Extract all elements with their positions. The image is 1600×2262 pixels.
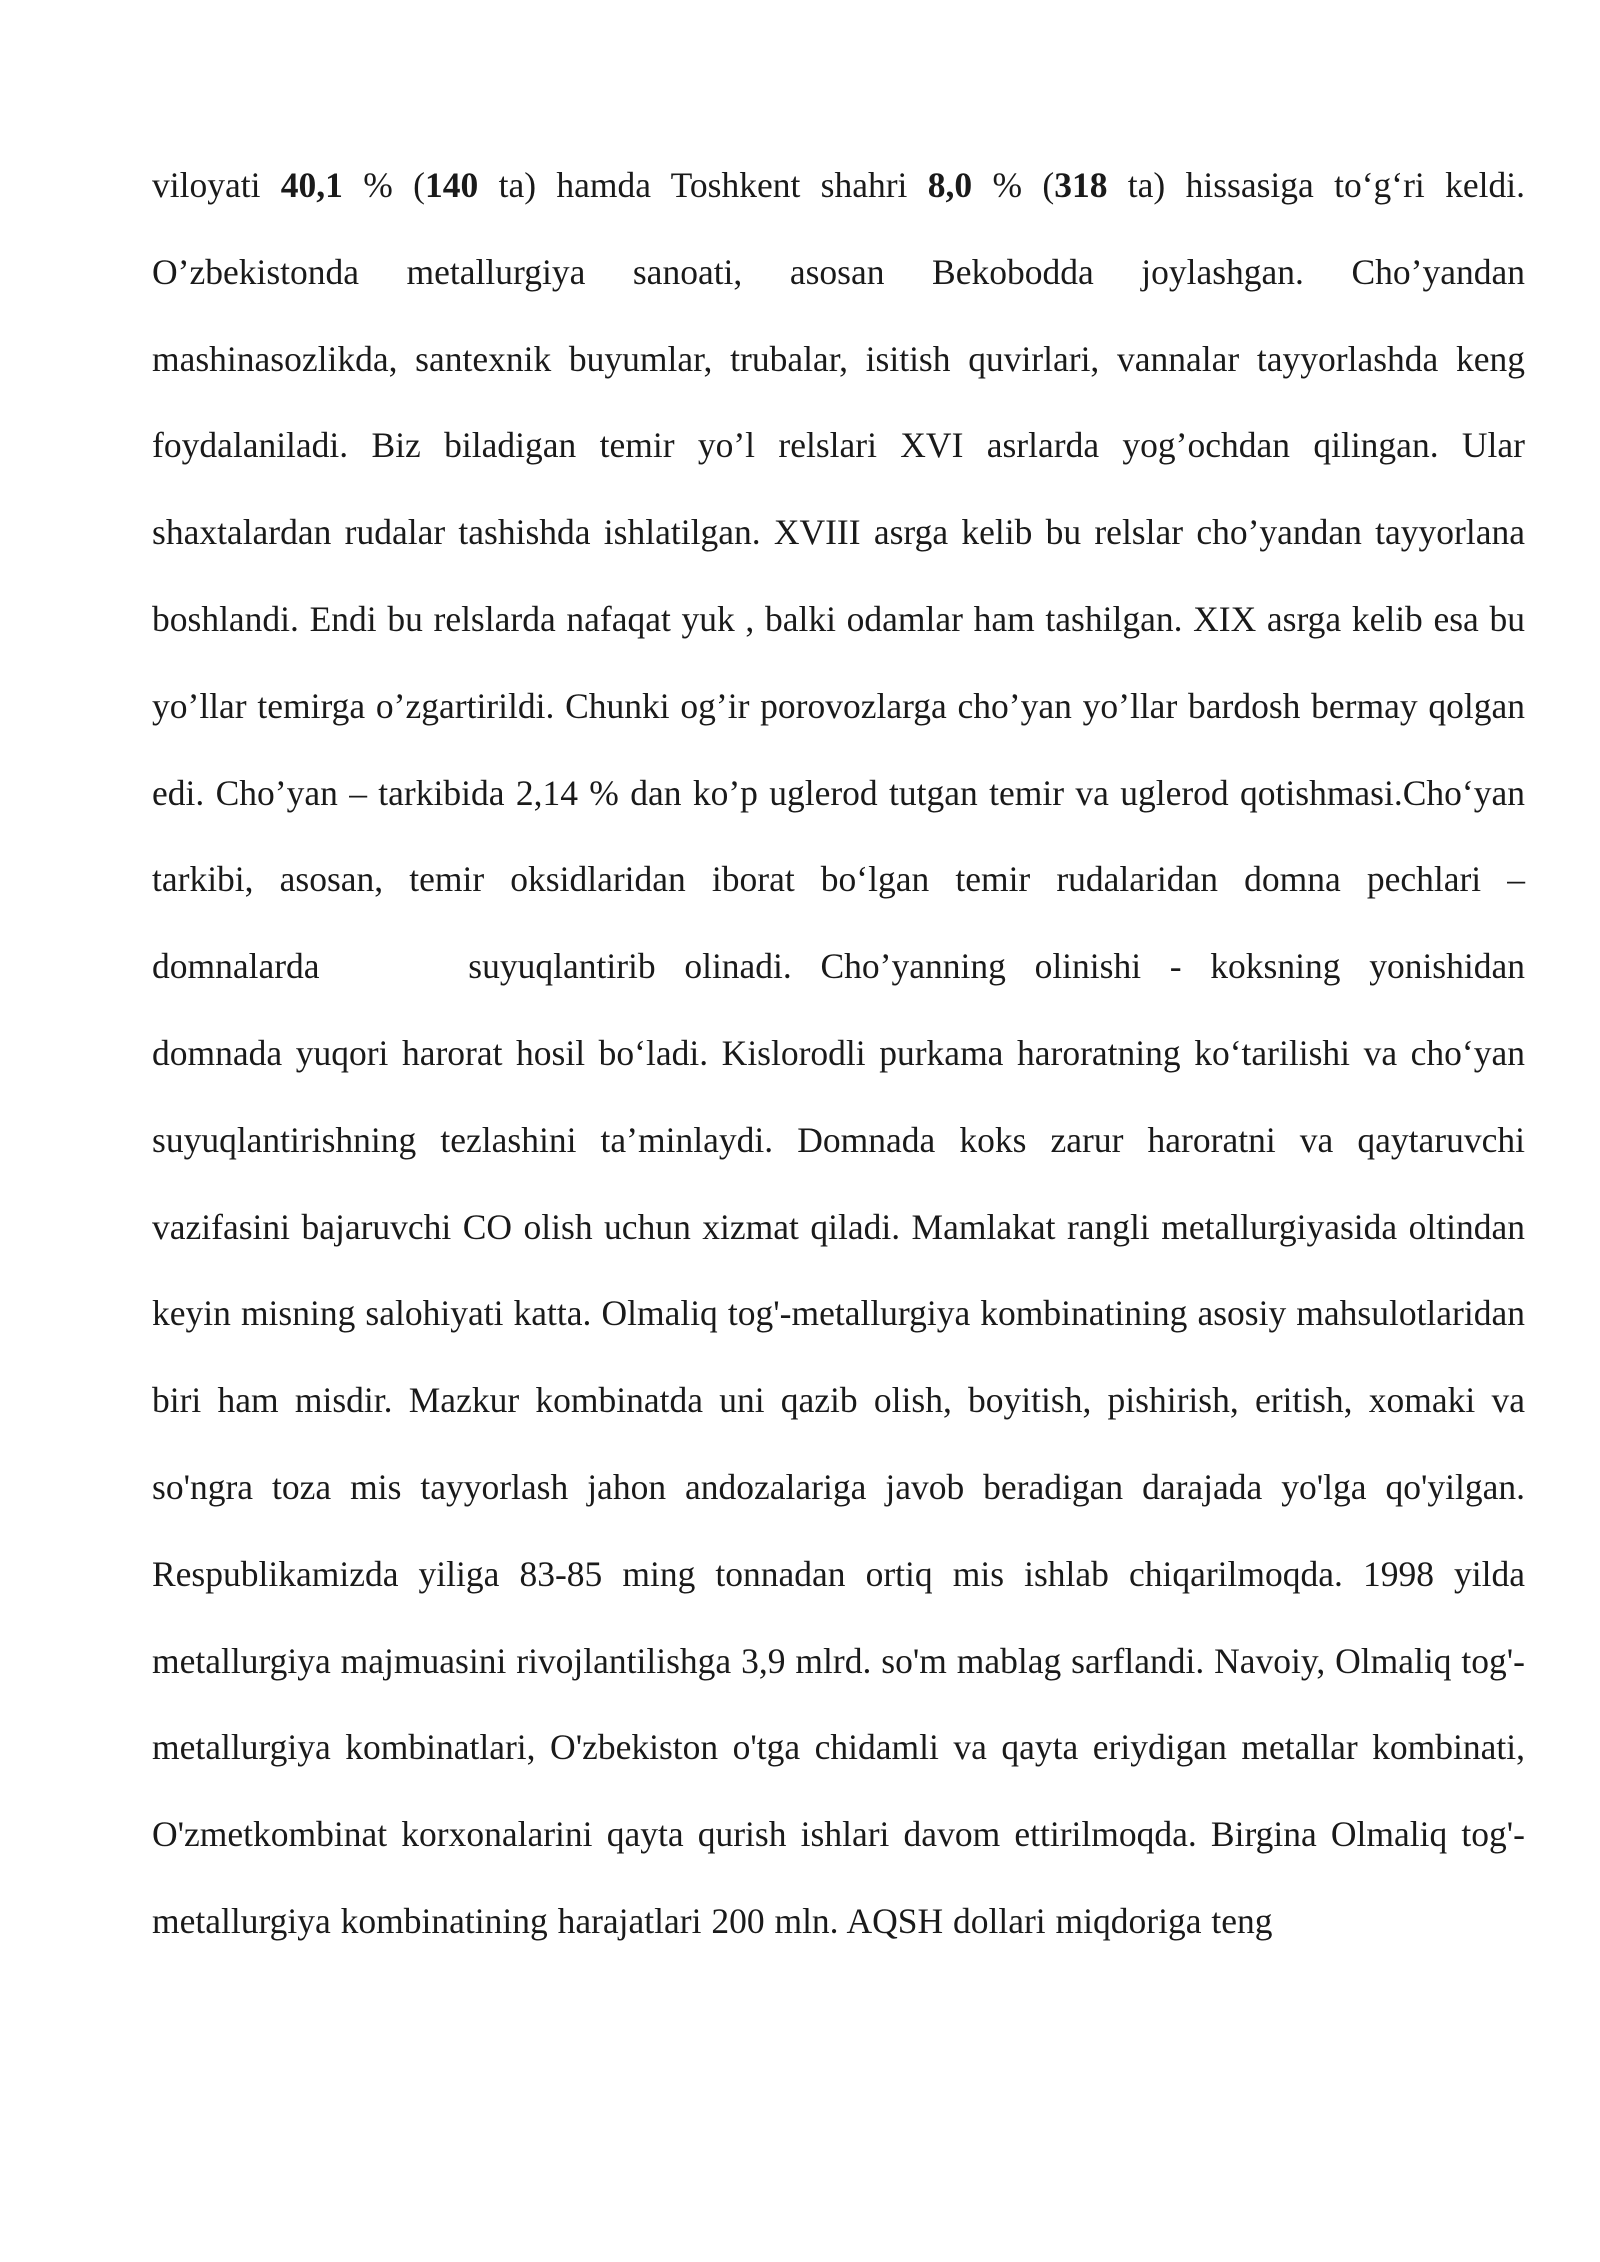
body-text-part2: suyuqlantirib olinadi. Cho’yanning olinishi - koksning yonishidan domnada yuqori harorat hosil bo‘ladi. Kislorodli purkama haroratning ko‘tarilishi va cho‘yan suyuqlantirishning tezlashini ta’minlaydi. Domnada koks zarur haroratni va qaytaruvchi vazifasini bajaruvchi CO olish uchun xizmat qiladi. Mamlakat rangli metallurgiyasida oltindan keyin misning salohiyati katta. Olmaliq tog'-metallurgiya kombinatining asosiy mahsulotlaridan biri ham misdir. Mazkur kombinatda uni qazib olish, boyitish, pishirish, eritish, xomaki va so'ngra toza mis tayyorlash jahon andozalariga javob beradigan darajada yo'lga qo'yilgan. Respublikamizda yiliga 83-85 ming tonnadan ortiq mis ishlab chiqarilmoqda. 1998 yilda metallurgiya majmuasini rivojlantilishga 3,9 mlrd. so'm mablag sarflandi. Navoiy, Olmaliq tog'-metallurgiya kombinatlari, O'zbekiston o'tga chidamli va qayta eriydigan metallar kombinati, O'zmetkombinat korxonalarini qayta qurish ishlari davom ettirilmoqda. Birgina Olmaliq tog'-metallurgiya kombinatining harajatlari 200 mln. AQSH dollari miqdoriga teng: [152, 946, 1525, 1941]
line1-text: viloyati: [152, 165, 281, 205]
line1-text: ta) hamda Toshkent shahri: [478, 165, 928, 205]
stat-count-2: 318: [1054, 165, 1108, 205]
stat-percent-1: 40,1: [280, 165, 343, 205]
stat-count-1: 140: [425, 165, 479, 205]
line1-text: ta) hissasiga to‘g‘ri keldi.: [1107, 165, 1525, 205]
line1-text: % (: [972, 165, 1055, 205]
body-paragraph: [152, 142, 1525, 1965]
line1-text: % (: [342, 165, 425, 205]
stat-percent-2: 8,0: [927, 165, 973, 205]
body-text-part1: O’zbekistonda metallurgiya sanoati, asosan Bekobodda joylashgan. Cho’yandan mashinasozlikda, santexnik buyumlar, trubalar, isitish quvirlari, vannalar tayyorlashda keng foydalaniladi. Biz biladigan temir yo’l relslari XVI asrlarda yog’ochdan qilingan. Ular shaxtalardan rudalar tashishda ishlatilgan. XVIII asrga kelib bu relslar cho’yandan tayyorlana boshlandi. Endi bu relslarda nafaqat yuk , balki odamlar ham tashilgan. XIX asrga kelib esa bu yo’llar temirga o’zgartirildi. Chunki og’ir porovozlarga cho’yan yo’llar bardosh bermay qolgan edi. Cho’yan – tarkibida 2,14 % dan ko’p uglerod tutgan temir va uglerod qotishmasi.Cho‘yan tarkibi, asosan, temir oksidlaridan iborat bo‘lgan temir rudalaridan domna pechlari – domnalarda: [152, 251, 1525, 987]
document-page: [152, 142, 1525, 1965]
